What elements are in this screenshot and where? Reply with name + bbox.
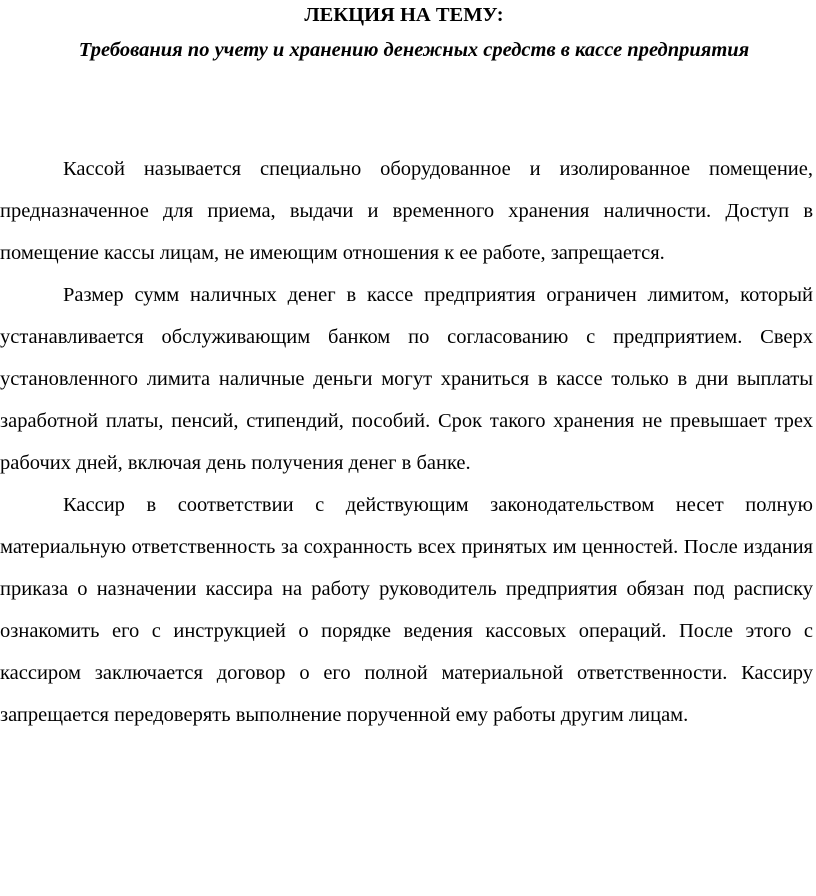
lecture-heading-text: ЛЕКЦИЯ НА ТЕМУ: <box>304 4 504 26</box>
lecture-subtitle: Требования по учету и хранению денежных средств в кассе предприятия <box>78 39 750 61</box>
paragraph-cash-limit: Размер сумм наличных денег в кассе предприятия ограничен лимитом, который устанавливается обслуживающим банком по согласованию с предприятием. Сверх установленного лимита наличные деньги могут храниться в кассе только в дни выплаты заработной платы, пенсий, стипендий, пособий. Срок такого хранения не превышает трех рабочих дней, включая день получения денег в банке. <box>0 284 813 474</box>
lecture-heading <box>0 2 816 28</box>
paragraph-cashier-liability: Кассир в соответствии с действующим законодательством несет полную материальную ответственность за сохранность всех принятых им ценностей. После издания приказа о назначении кассира на работу руководитель предприятия обязан под расписку ознакомить его с инструкцией о порядке ведения кассовых операций. После этого с кассиром заключается договор о его полной материальной ответственности. Кассиру запрещается передоверять выполнение порученной ему работы другим лицам. <box>0 494 813 726</box>
paragraph-cash-office: Кассой называется специально оборудованное и изолированное помещение, предназначенное для приема, выдачи и временного хранения наличности. Доступ в помещение кассы лицам, не имеющим отношения к ее работе, запрещается. <box>0 158 813 264</box>
lecture-body <box>0 148 813 736</box>
